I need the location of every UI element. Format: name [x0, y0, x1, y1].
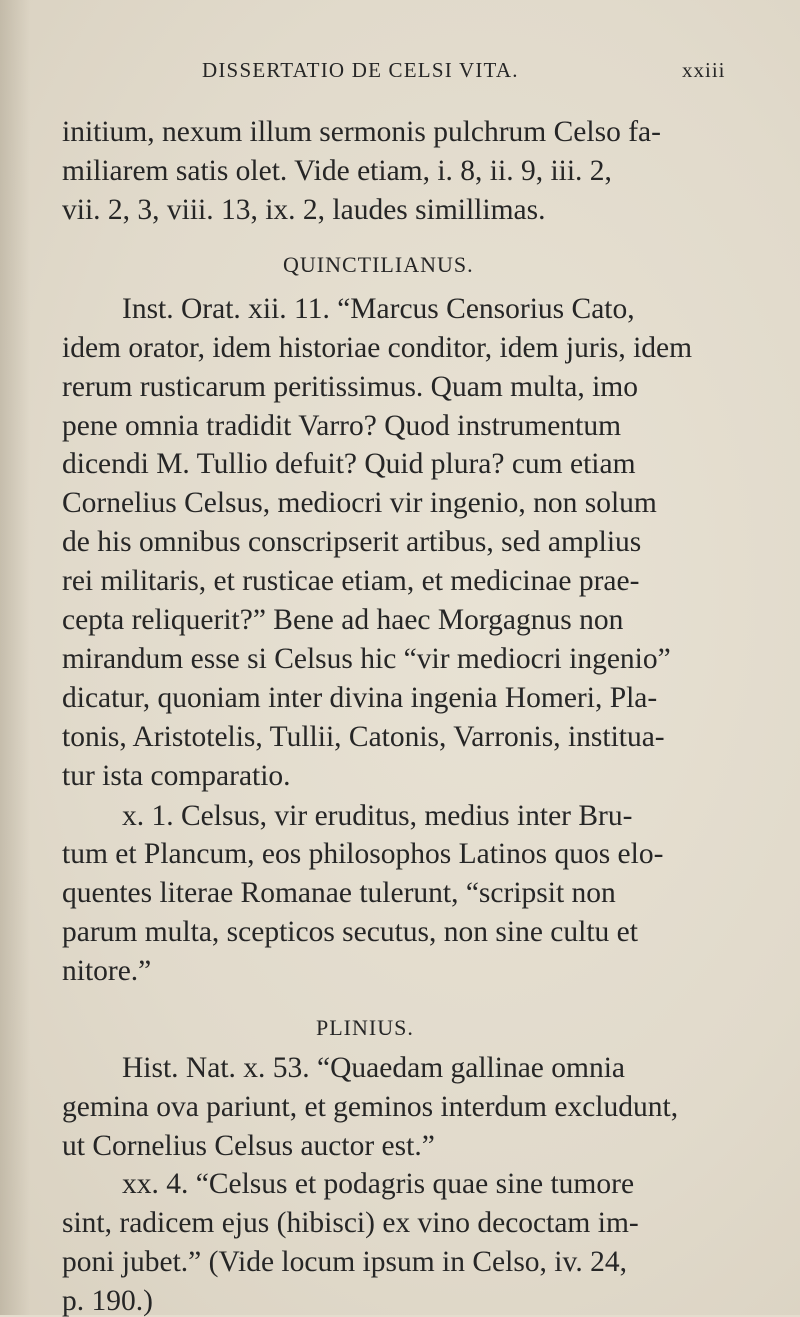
- header-title: DISSERTATIO DE CELSI VITA.: [202, 58, 519, 82]
- text-line: Inst. Orat. xii. 11. “Marcus Censorius Cato,: [122, 293, 635, 325]
- text-line: ut Cornelius Celsus auctor est.”: [62, 1130, 435, 1162]
- text-line: Cornelius Celsus, mediocri vir ingenio, non solum: [62, 487, 657, 519]
- text-line: xx. 4. “Celsus et podagris quae sine tumore: [122, 1168, 635, 1200]
- text-line: rerum rusticarum peritissimus. Quam multa, imo: [62, 371, 638, 403]
- text-line: p. 190.): [62, 1285, 153, 1317]
- text-line: quentes literae Romanae tulerunt, “scripsit non: [62, 877, 616, 909]
- text-line: miliarem satis olet. Vide etiam, i. 8, ii. 9, iii. 2,: [62, 155, 612, 187]
- text-line: tonis, Aristotelis, Tullii, Catonis, Varronis, institua-: [62, 721, 665, 753]
- text-line: initium, nexum illum sermonis pulchrum Celso fa-: [62, 116, 661, 148]
- binding-shadow: [0, 0, 30, 1315]
- page-number: xxiii: [682, 58, 726, 82]
- text-line: pene omnia tradidit Varro? Quod instrumentum: [62, 410, 622, 442]
- text-line: idem orator, idem historiae conditor, idem juris, idem: [62, 332, 693, 364]
- text-line: cepta reliquerit?” Bene ad haec Morgagnus non: [62, 604, 624, 636]
- text-line: dicendi M. Tullio defuit? Quid plura? cum etiam: [62, 448, 636, 480]
- text-line: Hist. Nat. x. 53. “Quaedam gallinae omnia: [122, 1052, 625, 1084]
- text-line: vii. 2, 3, viii. 13, ix. 2, laudes simillimas.: [62, 194, 546, 226]
- text-line: x. 1. Celsus, vir eruditus, medius inter Bru-: [122, 800, 633, 832]
- text-line: rei militaris, et rusticae etiam, et medicinae prae-: [62, 565, 640, 597]
- text-line: tur ista comparatio.: [62, 760, 291, 792]
- text-line: dicatur, quoniam inter divina ingenia Homeri, Pla-: [62, 682, 658, 714]
- text-line: tum et Plancum, eos philosophos Latinos quos elo-: [62, 838, 664, 870]
- text-line: poni jubet.” (Vide locum ipsum in Celso, iv. 24,: [62, 1246, 627, 1278]
- text-line: mirandum esse si Celsus hic “vir mediocri ingenio”: [62, 643, 671, 675]
- text-line: gemina ova pariunt, et geminos interdum excludunt,: [62, 1091, 679, 1123]
- section-heading-plinius: PLINIUS.: [316, 1015, 414, 1040]
- section-heading-quintilianus: QUINCTILIANUS.: [283, 252, 474, 277]
- text-line: sint, radicem ejus (hibisci) ex vino decoctam im-: [62, 1207, 639, 1239]
- text-line: parum multa, scepticos secutus, non sine cultu et: [62, 916, 638, 948]
- text-line: nitore.”: [62, 955, 152, 987]
- text-line: de his omnibus conscripserit artibus, sed amplius: [62, 526, 642, 558]
